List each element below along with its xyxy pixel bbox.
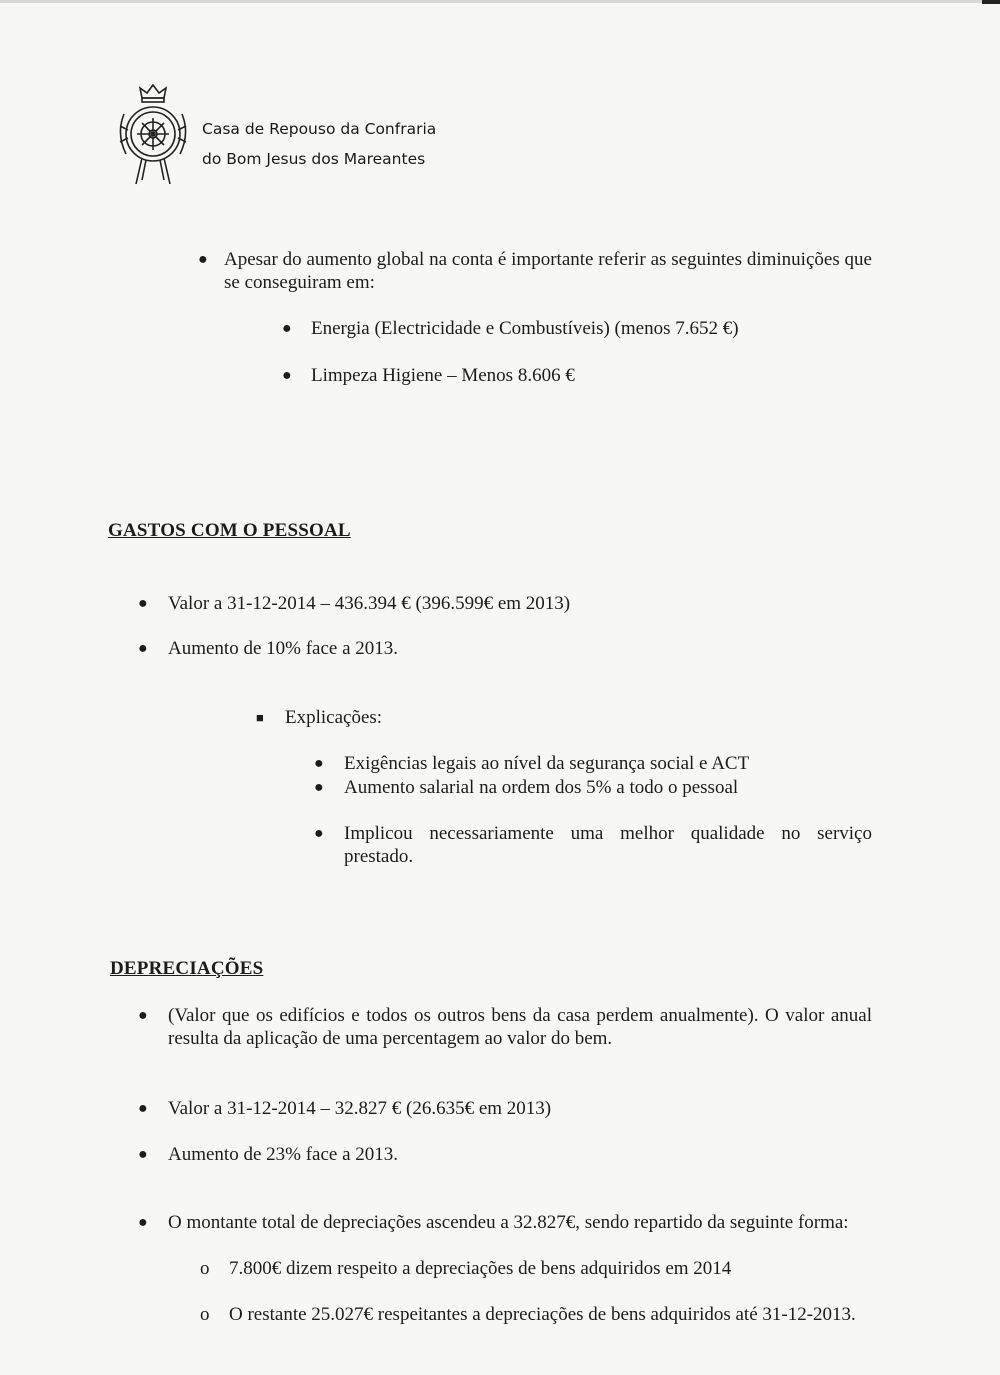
bullet-icon: ● — [138, 1214, 148, 1231]
section-heading-depreciacoes: DEPRECIAÇÕES — [110, 958, 264, 979]
section-heading-pessoal: GASTOS COM O PESSOAL — [108, 520, 351, 541]
list-item: Aumento de 23% face a 2013. — [168, 1144, 399, 1165]
list-item: Energia (Electricidade e Combustíveis) (menos 7.652 €) — [311, 318, 739, 339]
bullet-icon: ● — [282, 320, 292, 337]
list-item: Implicou necessariamente uma melhor qualidade no serviço prestado. — [344, 823, 872, 867]
bullet-icon: ● — [314, 755, 324, 772]
list-item: O montante total de depreciações ascendeu a 32.827€, sendo repartido da seguinte forma: — [168, 1212, 849, 1233]
org-line-1: Casa de Repouso da Confraria — [202, 120, 437, 138]
bullet-icon: ● — [138, 595, 148, 612]
list-item: 7.800€ dizem respeito a depreciações de bens adquiridos em 2014 — [229, 1258, 732, 1279]
list-item: O restante 25.027€ respeitantes a depreciações de bens adquiridos até 31-12-2013. — [229, 1304, 856, 1325]
list-item: Aumento salarial na ordem dos 5% a todo o pessoal — [344, 777, 739, 798]
bullet-icon: ● — [138, 1007, 148, 1024]
bullet-icon: ● — [314, 779, 324, 796]
circle-bullet-icon: o — [200, 1304, 210, 1325]
list-item: (Valor que os edifícios e todos os outros bens da casa perdem anualmente). O valor anual resulta da aplicação de uma percentagem ao valor do bem. — [168, 1005, 872, 1049]
circle-bullet-icon: o — [200, 1258, 210, 1279]
bullet-icon: ● — [138, 1146, 148, 1163]
list-item: Valor a 31-12-2014 – 436.394 € (396.599€ em 2013) — [168, 593, 571, 614]
list-item: Valor a 31-12-2014 – 32.827 € (26.635€ em 2013) — [168, 1098, 552, 1119]
bullet-icon: ● — [282, 367, 292, 384]
scan-edge — [0, 0, 1000, 3]
square-bullet-icon: ■ — [256, 710, 264, 725]
intro-paragraph: Apesar do aumento global na conta é importante referir as seguintes diminuições que se conseguiram em: — [224, 249, 872, 293]
organization-name — [202, 114, 436, 174]
org-line-2: do Bom Jesus dos Mareantes — [202, 150, 426, 168]
scan-corner-mark — [982, 0, 1000, 4]
list-item: Limpeza Higiene – Menos 8.606 € — [311, 365, 575, 386]
list-item: Exigências legais ao nível da segurança social e ACT — [344, 753, 750, 774]
bullet-icon: ● — [314, 825, 324, 842]
letterhead — [112, 84, 532, 194]
crowned-ship-wheel-crest-icon — [112, 84, 194, 188]
bullet-icon: ● — [138, 640, 148, 657]
explicacoes-label: Explicações: — [285, 707, 383, 728]
bullet-icon: ● — [138, 1100, 148, 1117]
list-item: Aumento de 10% face a 2013. — [168, 638, 399, 659]
bullet-icon: ● — [198, 251, 208, 268]
